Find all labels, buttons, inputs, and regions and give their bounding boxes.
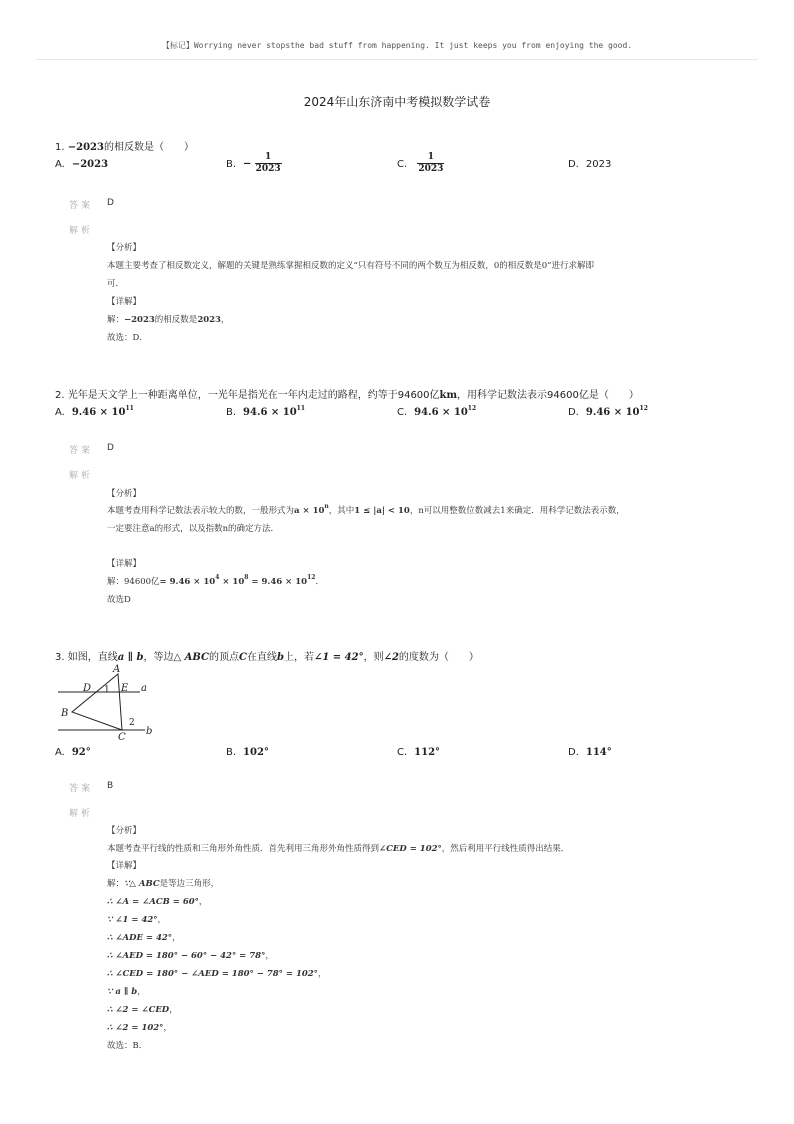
- math-exponent: 8: [244, 574, 249, 582]
- choose-line: 故选D: [107, 595, 131, 605]
- option-label: B.: [226, 158, 237, 170]
- point-b-label: B: [61, 708, 69, 719]
- math-expression: ∴ ∠ADE = 42°: [107, 933, 173, 943]
- detail-heading: 【详解】: [107, 297, 142, 307]
- fraction-numerator: 1: [427, 152, 435, 162]
- point-a-label: A: [113, 664, 121, 675]
- question-1-option-c: [397, 152, 444, 175]
- option-label: D.: [568, 159, 579, 170]
- detail-text: ，: [317, 969, 327, 979]
- math-expression: a ∥ b: [117, 652, 144, 663]
- analysis-text: 本题主要考查了相反数定义，解题的关键是熟练掌握相反数的定义“只有符号不同的两个数互为相反数，0的相反数是0”进行求解即: [107, 261, 595, 271]
- detail-line: [107, 575, 324, 587]
- question-text: 在直线: [246, 652, 277, 663]
- question-text: 3. 如图，直线: [55, 652, 118, 663]
- option-value: [243, 404, 306, 418]
- question-2-stem: [55, 386, 639, 401]
- math-expression: ∠CED = 102°: [379, 844, 442, 854]
- analysis-text: 可．: [107, 279, 125, 289]
- detail-text: ，: [137, 987, 146, 997]
- option-value: 112°: [414, 747, 441, 758]
- detail-line: [107, 877, 219, 889]
- point-e-label: E: [121, 683, 129, 694]
- option-label: D.: [568, 747, 579, 758]
- question-1-option-b: [226, 152, 282, 175]
- math-exponent: n: [324, 503, 329, 511]
- analysis-heading: 【分析】: [107, 826, 142, 836]
- math-expression: −2023: [67, 142, 104, 153]
- math-base: a × 10: [294, 506, 325, 516]
- option-label: D.: [568, 407, 579, 418]
- question-3-option-c: [397, 747, 440, 758]
- point-d-label: D: [83, 683, 92, 694]
- detail-text: 是等边三角形，: [159, 879, 220, 889]
- math-exponent: 12: [467, 404, 477, 412]
- fraction-numerator: 1: [265, 152, 272, 162]
- header-banner: 【标记】Worrying never stopsthe bad stuff from happening. It just keeps you from enjoying the good.: [161, 41, 633, 50]
- option-value: 92°: [71, 747, 91, 758]
- analysis-heading: 【分析】: [107, 243, 142, 253]
- option-label: A.: [55, 159, 65, 170]
- detail-line: [107, 313, 230, 325]
- math-expression: −2023: [124, 315, 155, 325]
- math-expression: b: [276, 652, 284, 663]
- detail-text: ，: [169, 1005, 178, 1015]
- unit: km: [439, 390, 458, 401]
- option-label: A.: [55, 407, 65, 418]
- answer-value: B: [107, 781, 114, 791]
- option-value: [71, 404, 134, 418]
- math-base: 9.46 × 10: [585, 407, 640, 418]
- math-exponent: 12: [639, 404, 648, 412]
- question-2-option-d: [568, 404, 648, 418]
- math-expression: ∵△ ABC: [124, 879, 160, 889]
- question-text: ，用科学记数法表示94600亿是（ ）: [457, 390, 639, 401]
- question-2-option-a: [55, 404, 134, 418]
- detail-text: 的相反数是: [154, 315, 198, 325]
- detail-text: ，: [265, 951, 274, 961]
- math-expression: ∵ a ∥ b: [107, 987, 138, 997]
- fraction-denominator: 2023: [255, 164, 281, 174]
- detail-line: [107, 985, 146, 997]
- fraction-denominator: 2023: [418, 164, 444, 174]
- question-text: 2. 光年是天文学上一种距离单位，一光年是指光在一年内走过的路程，约等于94600亿: [55, 390, 440, 401]
- question-2-option-c: [397, 404, 477, 418]
- question-number: 1.: [55, 142, 65, 153]
- math-expression: △ ABC: [173, 652, 209, 663]
- option-value: [585, 404, 648, 418]
- answer-label: 答案: [69, 446, 94, 456]
- question-text: ，等边: [143, 652, 174, 663]
- option-label: C.: [397, 747, 408, 758]
- fraction: [417, 152, 444, 175]
- math-expression: ∴ ∠A = ∠ACB = 60°: [107, 897, 199, 907]
- option-value: −2023: [71, 159, 109, 170]
- question-3-option-a: [55, 747, 91, 758]
- detail-text: ，: [220, 315, 230, 325]
- math-base: = 9.46 × 10: [248, 577, 308, 587]
- option-label: A.: [55, 747, 65, 758]
- math-expression: ∴ ∠2 = 102°: [107, 1023, 164, 1033]
- answer-label: 答案: [69, 201, 94, 211]
- math-base: = 9.46 × 10: [159, 577, 216, 587]
- header-divider: [36, 59, 758, 60]
- answer-label: 答案: [69, 784, 94, 794]
- minus-sign: −: [243, 158, 252, 170]
- question-text: 的相反数是（ ）: [103, 142, 194, 153]
- analysis-text-part: ，n可以用整数位数减去1来确定．用科学记数法表示数，: [409, 506, 625, 516]
- math-expression: ∵ ∠1 = 42°: [107, 915, 158, 925]
- question-1-option-a: [55, 159, 108, 170]
- analysis-heading: 【分析】: [107, 489, 142, 499]
- detail-text: ，: [157, 915, 167, 925]
- option-label: B.: [226, 407, 237, 418]
- question-text: 的顶点: [209, 652, 239, 663]
- option-value: [414, 404, 477, 418]
- math-expression: 1 ≤ |a| < 10: [354, 506, 410, 516]
- question-1-option-d: [568, 159, 611, 170]
- option-value: 2023: [585, 159, 612, 170]
- question-3-option-d: [568, 747, 612, 758]
- option-value: 114°: [585, 747, 612, 758]
- analysis-label: 解析: [69, 809, 94, 819]
- option-label: C.: [397, 158, 408, 170]
- analysis-text-part: ，其中: [328, 506, 355, 516]
- angle-1-label: 1: [104, 685, 110, 695]
- detail-line: [107, 913, 166, 925]
- option-label: C.: [397, 407, 408, 418]
- analysis-text: [107, 504, 625, 516]
- question-text: 的度数为（ ）: [398, 652, 479, 663]
- analysis-text: 一定要注意a的形式，以及指数n的确定方法．: [107, 524, 280, 534]
- detail-heading: 【详解】: [107, 861, 142, 871]
- detail-text: 解：94600亿: [107, 577, 160, 587]
- math-expression: ∴ ∠CED = 180° − ∠AED = 180° − 78° = 102°: [107, 969, 318, 979]
- detail-heading: 【详解】: [107, 559, 142, 569]
- math-exponent: 11: [296, 404, 306, 412]
- detail-line: [107, 949, 274, 961]
- detail-line: [107, 1003, 178, 1015]
- question-3-option-b: [226, 747, 269, 758]
- triangle-abc: [72, 674, 122, 730]
- math-expression: ∴ ∠2 = ∠CED: [107, 1005, 170, 1015]
- detail-text: ，: [163, 1023, 172, 1033]
- math-expression: ∴ ∠AED = 180° − 60° − 42° = 78°: [107, 951, 266, 961]
- question-text: ，则: [363, 652, 384, 663]
- detail-text: 解：: [107, 879, 125, 889]
- math-expression: ∠2: [383, 652, 399, 663]
- question-2-option-b: [226, 404, 306, 418]
- analysis-text-part: 本题考查用科学记数法表示较大的数，一般形式为: [107, 506, 295, 516]
- math-expression: [294, 503, 329, 516]
- answer-value: D: [107, 443, 114, 453]
- math-expression: C: [239, 652, 247, 663]
- option-value: 102°: [243, 747, 269, 758]
- fraction: [255, 152, 282, 175]
- geometry-figure: [50, 660, 165, 745]
- detail-line: [107, 931, 181, 943]
- question-text: 上，若: [283, 652, 314, 663]
- analysis-text: [107, 842, 569, 854]
- option-label: B.: [226, 747, 237, 758]
- detail-text: ．: [315, 577, 324, 587]
- analysis-text-part: 本题考查平行线的性质和三角形外角性质．首先利用三角形外角性质得到: [107, 844, 380, 854]
- math-base: 9.46 × 10: [71, 407, 126, 418]
- detail-text: 解：: [107, 315, 125, 325]
- detail-text: ，: [172, 933, 181, 943]
- detail-line: [107, 895, 207, 907]
- choose-line: 故选：D．: [107, 333, 148, 343]
- detail-text: ，: [198, 897, 208, 907]
- answer-value: D: [107, 198, 114, 208]
- line-a-label: a: [141, 683, 147, 694]
- math-expression: [159, 574, 316, 587]
- math-base: × 10: [219, 577, 245, 587]
- angle-2-label: 2: [129, 718, 135, 728]
- choose-line: 故选：B．: [107, 1041, 148, 1051]
- point-c-label: C: [118, 732, 126, 743]
- detail-line: [107, 1021, 172, 1033]
- math-expression: 2023: [197, 315, 221, 325]
- math-exponent: 11: [125, 404, 134, 412]
- math-exponent: 12: [307, 574, 316, 582]
- line-b-label: b: [146, 726, 153, 737]
- question-1-stem: [55, 138, 194, 153]
- math-exponent: 4: [215, 574, 220, 582]
- math-expression: ∠1 = 42°: [313, 652, 364, 663]
- math-base: 94.6 × 10: [243, 407, 297, 418]
- analysis-label: 解析: [69, 226, 94, 236]
- math-base: 94.6 × 10: [414, 407, 468, 418]
- page-title: 2024年山东济南中考模拟数学试卷: [303, 95, 491, 109]
- analysis-label: 解析: [69, 471, 94, 481]
- detail-line: [107, 967, 326, 979]
- analysis-text-part: ，然后利用平行线性质得出结果．: [441, 844, 570, 854]
